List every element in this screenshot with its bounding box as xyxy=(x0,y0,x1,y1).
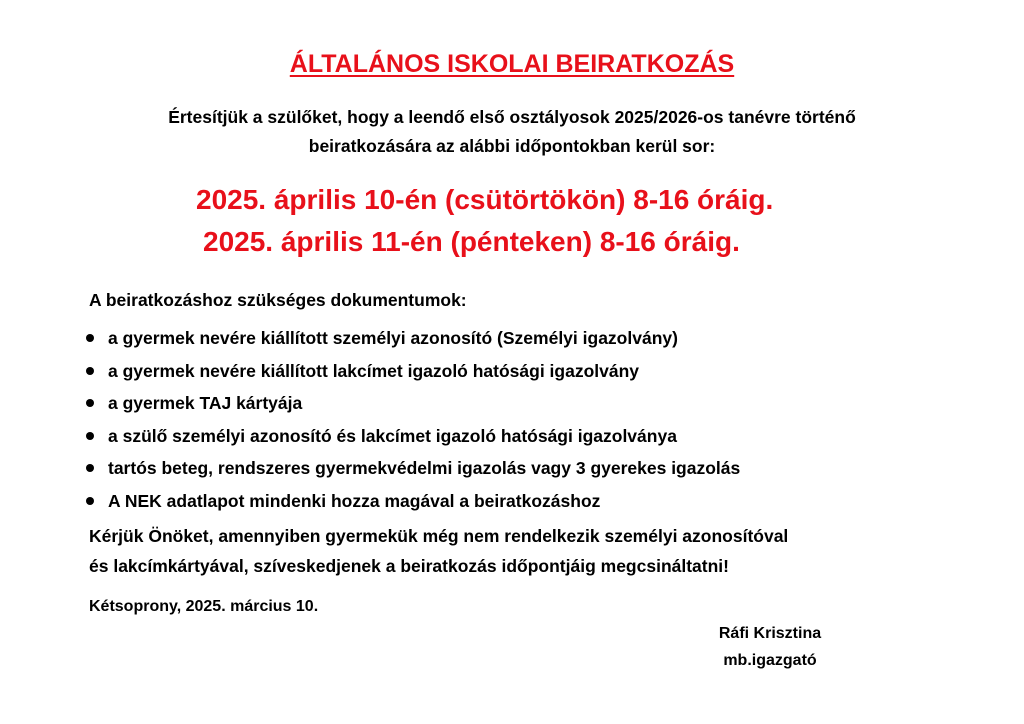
intro-line-2: beiratkozására az alábbi időpontokban kerül sor: xyxy=(308,136,716,156)
request-text xyxy=(89,521,949,581)
list-item xyxy=(84,489,740,522)
place-and-date: Kétsoprony, 2025. március 10. xyxy=(89,598,319,615)
list-item xyxy=(84,391,740,424)
bullet-icon xyxy=(86,497,94,505)
bullet-icon xyxy=(86,334,94,342)
list-item xyxy=(84,456,740,489)
list-item xyxy=(84,424,740,457)
list-item-text: a gyermek nevére kiállított személyi azonosító (Személyi igazolvány) xyxy=(108,328,678,348)
request-line-2: és lakcímkártyával, szíveskedjenek a beiratkozás időpontjáig megcsináltatni! xyxy=(89,556,729,576)
list-item-text: tartós beteg, rendszeres gyermekvédelmi igazolás vagy 3 gyerekes igazolás xyxy=(108,458,741,478)
bullet-icon xyxy=(86,399,94,407)
documents-heading: A beiratkozáshoz szükséges dokumentumok: xyxy=(89,290,467,310)
bullet-icon xyxy=(86,367,94,375)
bullet-icon xyxy=(86,432,94,440)
list-item-text: a gyermek TAJ kártyája xyxy=(108,393,303,413)
list-item-text: A NEK adatlapot mindenki hozza magával a beiratkozáshoz xyxy=(108,490,601,511)
list-item-text: a gyermek nevére kiállított lakcímet igazoló hatósági igazolvány xyxy=(108,360,640,381)
intro-line-1: Értesítjük a szülőket, hogy a leendő első osztályosok 2025/2026-os tanévre történő xyxy=(168,107,856,127)
bullet-icon xyxy=(86,464,94,472)
enrollment-date-1: 2025. április 10-én (csütörtökön) 8-16 óráig. xyxy=(196,184,774,215)
documents-list xyxy=(84,326,740,521)
list-item xyxy=(84,359,740,392)
list-item-text: a szülő személyi azonosító és lakcímet igazoló hatósági igazolványa xyxy=(108,425,677,446)
request-line-1: Kérjük Önöket, amennyiben gyermekük még nem rendelkezik személyi azonosítóval xyxy=(89,526,789,546)
enrollment-date-2: 2025. április 11-én (pénteken) 8-16 óráig. xyxy=(203,226,740,257)
intro-text xyxy=(60,103,964,161)
signatory-role: mb.igazgató xyxy=(723,652,817,669)
signatory-name: Ráfi Krisztina xyxy=(718,625,822,642)
list-item xyxy=(84,326,740,359)
notice-title: ÁLTALÁNOS ISKOLAI BEIRATKOZÁS xyxy=(289,50,735,78)
